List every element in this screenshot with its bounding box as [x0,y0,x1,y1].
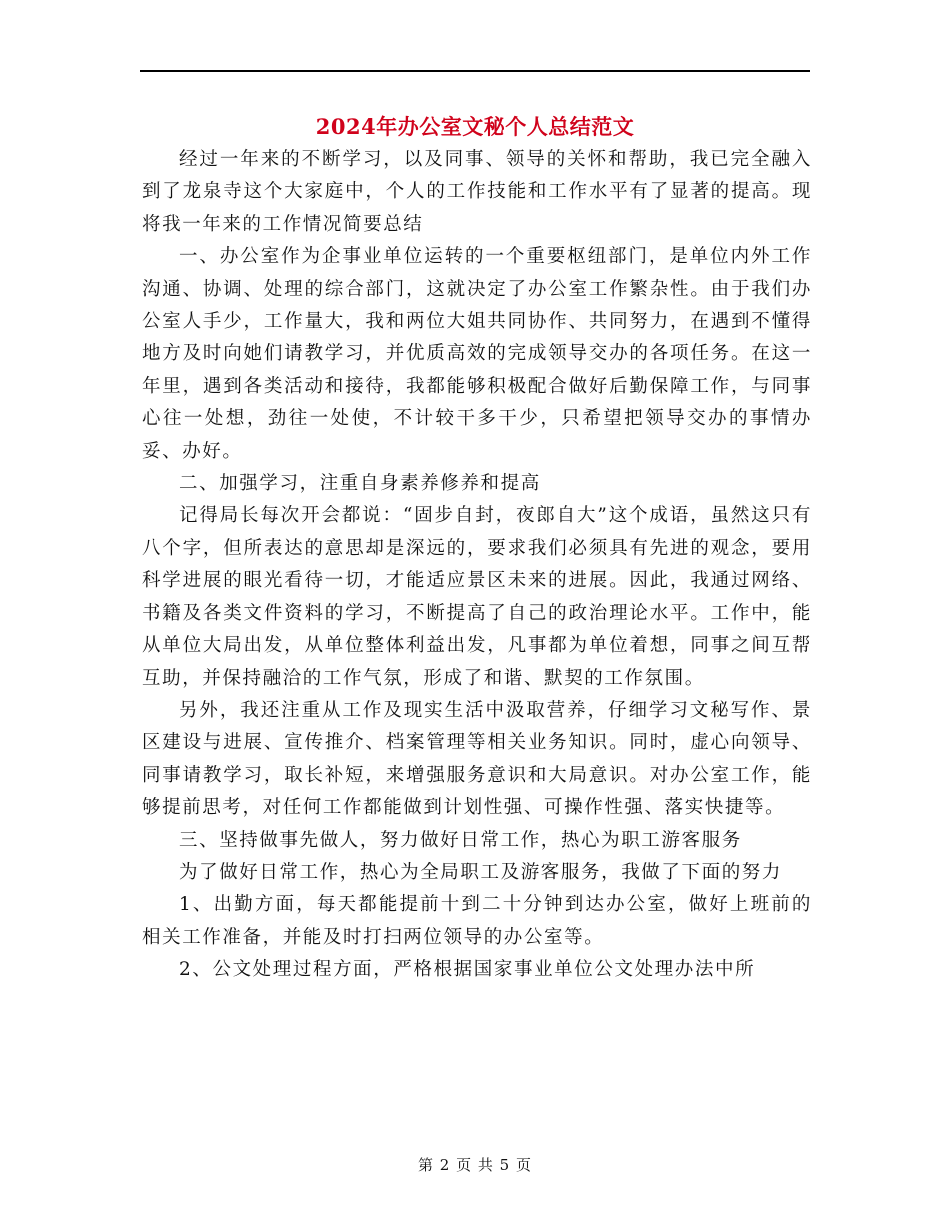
heading-section-2: 二、加强学习，注重自身素养修养和提高 [179,473,541,495]
list-item-document-processing: 2、公文处理过程方面，严格根据国家事业单位公文处理办法中所 [179,959,756,981]
page-number: 第 2 页 共 5 页 [418,1156,532,1174]
heading-section-3: 三、坚持做事先做人，努力做好日常工作，热心为职工游客服务 [179,829,742,851]
document-body [142,144,812,987]
document-title: 2024年办公室文秘个人总结范文 [315,114,635,139]
paragraph-section-2-a: 记得局长每次开会都说：“固步自封，夜郎自大”这个成语，虽然这只有八个字，但所表达的意思却是深远的，要求我们必须具有先进的观念，要用科学进展的眼光看待一切，才能适应景区未来的进展。因此，我通过网络、书籍及各类文件资料的学习，不断提高了自己的政治理论水平。工作中，能从单位大局出发，从单位整体利益出发，凡事都为单位着想，同事之间互帮互助，并保持融洽的工作气氛，形成了和谐、默契的工作氛围。 [142,505,812,689]
paragraph-section-3-intro: 为了做好日常工作，热心为全局职工及游客服务，我做了下面的努力 [179,861,783,883]
paragraph-section-1: 一、办公室作为企事业单位运转的一个重要枢纽部门，是单位内外工作沟通、协调、处理的综合部门，这就决定了办公室工作繁杂性。由于我们办公室人手少，工作量大，我和两位大姐共同协作、共同努力，在遇到不懂得地方及时向她们请教学习，并优质高效的完成领导交办的各项任务。在这一年里，遇到各类活动和接待，我都能够积极配合做好后勤保障工作，与同事心往一处想，劲往一处使，不计较干多干少，只希望把领导交办的事情办妥、办好。 [142,246,812,462]
paragraph-intro: 经过一年来的不断学习，以及同事、领导的关怀和帮助，我已完全融入到了龙泉寺这个大家庭中，个人的工作技能和工作水平有了显著的提高。现将我一年来的工作情况简要总结 [142,149,812,235]
header-rule [140,70,810,72]
paragraph-section-2-b: 另外，我还注重从工作及现实生活中汲取营养，仔细学习文秘写作、景区建设与进展、宣传推介、档案管理等相关业务知识。同时，虚心向领导、同事请教学习，取长补短，来增强服务意识和大局意识。对办公室工作，能够提前思考，对任何工作都能做到计划性强、可操作性强、落实快捷等。 [142,699,812,819]
list-item-attendance: 1、出勤方面，每天都能提前十到二十分钟到达办公室，做好上班前的相关工作准备，并能及时打扫两位领导的办公室等。 [142,894,812,948]
